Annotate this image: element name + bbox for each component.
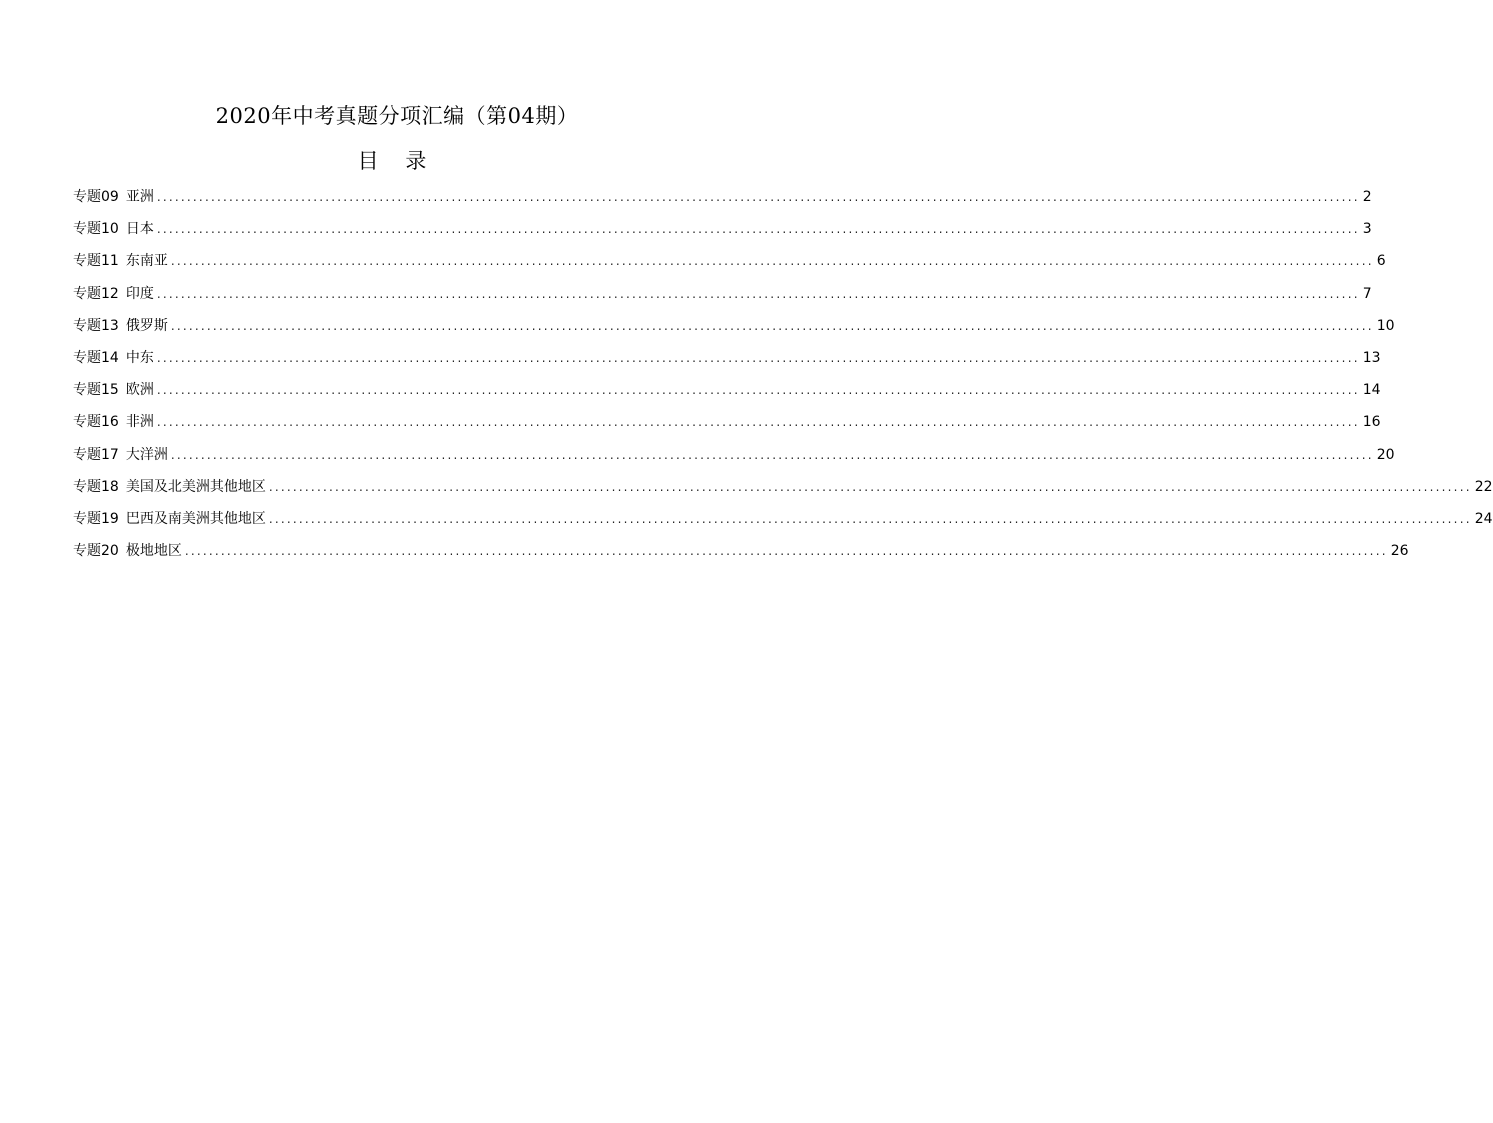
toc-entry-title <box>73 181 154 213</box>
toc-entry-topic: 大洋洲 <box>125 446 168 463</box>
toc-entry-topic: 美国及北美洲其他地区 <box>125 478 266 495</box>
toc-entry-title <box>73 278 154 310</box>
toc-entry[interactable] <box>73 374 1381 406</box>
toc-entry-topic: 亚洲 <box>125 189 154 205</box>
toc-entry-page: 22 <box>1474 478 1493 495</box>
toc-entry[interactable] <box>73 535 1409 567</box>
document-title: 2020年中考真题分项汇编（第04期） <box>215 104 579 128</box>
dot-leader: ........................................................................................................................................................................................................ <box>156 190 1360 204</box>
toc-entry-page: 13 <box>1362 349 1381 366</box>
toc-entry[interactable] <box>73 310 1395 342</box>
toc-entry-number: 专题13 <box>73 317 119 334</box>
toc-entry[interactable] <box>73 471 1493 503</box>
toc-entry-topic: 极地地区 <box>125 543 182 560</box>
toc-entry-number: 专题11 <box>73 253 119 270</box>
toc-entry[interactable] <box>73 342 1381 374</box>
dot-leader: ........................................................................................................................................................................................................ <box>156 350 1360 365</box>
dot-leader: ........................................................................................................................................................................................................ <box>268 479 1472 494</box>
toc-entry-title <box>73 342 154 374</box>
dot-leader: ........................................................................................................................................................................................................ <box>156 222 1360 237</box>
toc-entry[interactable] <box>73 503 1493 535</box>
dot-leader: ........................................................................................................................................................................................................ <box>170 447 1374 462</box>
toc-entry-page: 16 <box>1362 414 1381 431</box>
toc-entry-topic: 中东 <box>125 349 154 366</box>
dot-leader: ........................................................................................................................................................................................................ <box>156 415 1360 430</box>
toc-entry-title <box>73 245 168 277</box>
dot-leader: ........................................................................................................................................................................................................ <box>156 286 1360 301</box>
toc-entry-title <box>73 213 154 245</box>
dot-leader: ........................................................................................................................................................................................................ <box>184 544 1388 559</box>
toc-entry-topic: 日本 <box>125 221 154 238</box>
toc-entry-title <box>73 535 182 567</box>
toc-entry-page: 2 <box>1362 189 1372 205</box>
toc-entry[interactable] <box>73 245 1386 277</box>
toc-entry[interactable] <box>73 439 1395 471</box>
toc-entry[interactable] <box>73 181 1372 213</box>
toc-entry-topic: 印度 <box>125 285 154 302</box>
toc-entry-number: 专题09 <box>73 189 119 205</box>
toc-entry-number: 专题10 <box>73 221 119 238</box>
toc-entry-page: 6 <box>1376 253 1386 270</box>
toc-entry[interactable] <box>73 278 1372 310</box>
toc-entry-number: 专题12 <box>73 285 119 302</box>
toc-entry-number: 专题17 <box>73 446 119 463</box>
toc-entry-page: 3 <box>1362 221 1372 238</box>
dot-leader: ........................................................................................................................................................................................................ <box>170 318 1374 333</box>
toc-entry-number: 专题15 <box>73 382 119 399</box>
toc-entry-page: 10 <box>1376 317 1395 334</box>
toc-entry-title <box>73 374 154 406</box>
toc-entry-page: 14 <box>1362 382 1381 399</box>
toc-entry-title <box>73 310 168 342</box>
dot-leader: ........................................................................................................................................................................................................ <box>170 254 1374 269</box>
toc-entry-number: 专题19 <box>73 510 119 527</box>
toc-entry-page: 26 <box>1390 543 1409 560</box>
toc-entry-topic: 欧洲 <box>125 382 154 399</box>
toc-entry-page: 7 <box>1362 285 1372 302</box>
toc-entry-title <box>73 471 266 503</box>
dot-leader: ........................................................................................................................................................................................................ <box>156 383 1360 398</box>
toc-entry-title <box>73 439 168 471</box>
toc-entry-number: 专题18 <box>73 478 119 495</box>
toc-entry-topic: 俄罗斯 <box>125 317 168 334</box>
toc-entry[interactable] <box>73 213 1372 245</box>
toc-entry[interactable] <box>73 406 1381 438</box>
toc-entry-page: 24 <box>1474 510 1493 527</box>
toc-entry-number: 专题14 <box>73 349 119 366</box>
toc-entry-title <box>73 406 154 438</box>
toc-entry-topic: 非洲 <box>125 414 154 431</box>
toc-entry-page: 20 <box>1376 446 1395 463</box>
dot-leader: ........................................................................................................................................................................................................ <box>268 511 1472 526</box>
toc-entry-number: 专题20 <box>73 543 119 560</box>
toc-entry-topic: 巴西及南美洲其他地区 <box>125 510 266 527</box>
toc-heading: 目 录 <box>357 149 437 173</box>
toc-entry-title <box>73 503 266 535</box>
toc-entry-topic: 东南亚 <box>125 253 168 270</box>
table-of-contents <box>73 181 1493 567</box>
toc-entry-number: 专题16 <box>73 414 119 431</box>
